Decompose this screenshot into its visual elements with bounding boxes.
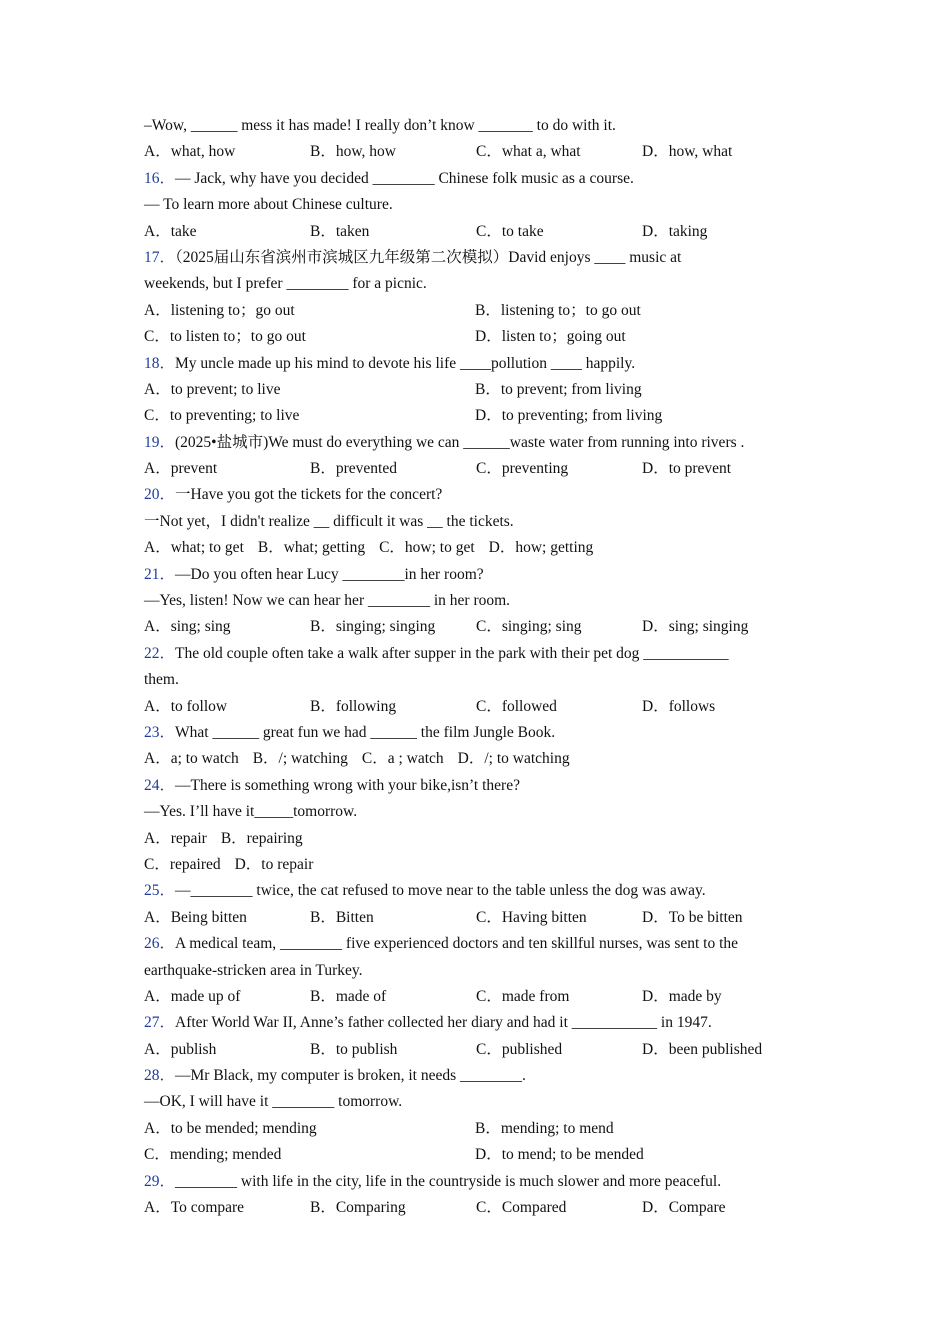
answer-option: C．how; to get xyxy=(379,539,475,557)
options-row xyxy=(144,1142,814,1168)
options-row xyxy=(144,694,814,720)
answer-option: B．Comparing xyxy=(310,1199,406,1217)
question-line xyxy=(144,430,814,456)
answer-option: A．publish xyxy=(144,1040,217,1058)
question-number: 25． xyxy=(144,882,176,900)
question-block xyxy=(144,113,814,166)
answer-option: C．made from xyxy=(476,987,570,1005)
question-block xyxy=(144,878,814,931)
options-row xyxy=(144,298,814,324)
options-row xyxy=(144,219,814,245)
question-line xyxy=(144,482,814,508)
question-text: — Jack, why have you decided ________ Chinese folk music as a course. xyxy=(175,169,634,187)
answer-option: C．a ; watch xyxy=(361,750,444,768)
question-line xyxy=(144,931,814,957)
question-text: My uncle made up his mind to devote his life ____pollution ____ happily. xyxy=(175,354,636,372)
options-row xyxy=(144,456,814,482)
answer-option: B．taken xyxy=(310,222,370,240)
question-text: –Wow, ______ mess it has made! I really don’t know _______ to do with it. xyxy=(144,117,616,134)
question-text: —Do you often hear Lucy ________in her room? xyxy=(175,565,484,583)
question-line xyxy=(144,773,814,799)
question-line xyxy=(144,192,814,218)
answer-option: A．what, how xyxy=(144,143,236,161)
answer-option: B．listening to；to go out xyxy=(475,301,641,319)
answer-option: C．to preventing; to live xyxy=(144,407,300,425)
question-text: —There is something wrong with your bike,isn’t there? xyxy=(175,776,520,794)
options-row xyxy=(144,905,814,931)
options-row xyxy=(144,984,814,1010)
answer-option: D．how; getting xyxy=(488,539,594,557)
question-number: 18． xyxy=(144,354,176,372)
question-line xyxy=(144,641,814,667)
question-line xyxy=(144,271,814,297)
answer-option: B．repairing xyxy=(220,829,303,847)
options-row xyxy=(144,852,814,878)
question-text: —Yes, listen! Now we can hear her ________ in her room. xyxy=(144,592,511,610)
answer-option: B．how, how xyxy=(310,143,396,161)
answer-option: D．follows xyxy=(642,697,716,715)
options-row xyxy=(144,826,814,852)
answer-option: D．to mend; to be mended xyxy=(475,1146,644,1164)
question-block xyxy=(144,773,814,879)
question-number: 26． xyxy=(144,935,176,953)
answer-option: A．what; to get xyxy=(144,539,244,557)
answer-option: B．singing; singing xyxy=(310,618,436,636)
question-block xyxy=(144,562,814,641)
answer-option: A．to be mended; mending xyxy=(144,1119,317,1137)
question-block xyxy=(144,351,814,430)
question-line xyxy=(144,509,814,535)
answer-option: D．sing; singing xyxy=(642,618,749,636)
answer-option: D．taking xyxy=(642,222,708,240)
question-text: —Mr Black, my computer is broken, it needs ________. xyxy=(175,1067,526,1085)
answer-option: C．what a, what xyxy=(476,143,581,161)
answer-option: B．prevented xyxy=(310,460,397,478)
question-number: 16． xyxy=(144,169,176,187)
answer-option: B．what; getting xyxy=(257,539,366,557)
question-line xyxy=(144,958,814,984)
answer-option: D．to prevent xyxy=(642,460,732,478)
answer-option: C．Having bitten xyxy=(476,908,587,926)
question-block xyxy=(144,166,814,245)
answer-option: D．been published xyxy=(642,1040,763,1058)
question-line xyxy=(144,351,814,377)
options-row xyxy=(144,1116,814,1142)
question-block xyxy=(144,1063,814,1169)
answer-option: C．to listen to；to go out xyxy=(144,328,306,346)
question-line xyxy=(144,667,814,693)
question-text: ________ with life in the city, life in the countryside is much slower and more peaceful. xyxy=(175,1172,722,1190)
question-text: 一Have you got the tickets for the concert? xyxy=(175,486,443,504)
question-block xyxy=(144,931,814,1010)
answer-option: A．prevent xyxy=(144,460,218,478)
question-line xyxy=(144,1063,814,1089)
answer-option: D．listen to；going out xyxy=(475,328,626,346)
options-row xyxy=(144,614,814,640)
question-text: 一Not yet，I didn't realize __ difficult it was __ the tickets. xyxy=(144,512,514,530)
exercise-page xyxy=(144,113,814,1221)
answer-option: C．to take xyxy=(476,222,544,240)
options-row xyxy=(144,324,814,350)
answer-option: D．to repair xyxy=(234,855,314,873)
answer-option: B．Bitten xyxy=(310,908,374,926)
answer-option: A．listening to；go out xyxy=(144,301,295,319)
question-number: 24． xyxy=(144,776,176,794)
answer-option: D．Compare xyxy=(642,1199,726,1217)
question-line xyxy=(144,1010,814,1036)
answer-option: A．to follow xyxy=(144,697,228,715)
question-line xyxy=(144,166,814,192)
question-number: 22． xyxy=(144,644,176,662)
answer-option: D．To be bitten xyxy=(642,908,743,926)
options-row xyxy=(144,403,814,429)
options-row xyxy=(144,535,814,561)
question-number: 29． xyxy=(144,1172,176,1190)
options-row xyxy=(144,746,814,772)
question-text: them. xyxy=(144,671,179,689)
answer-option: C．Compared xyxy=(476,1199,567,1217)
question-number: 19． xyxy=(144,433,176,451)
options-row xyxy=(144,1037,814,1063)
question-text: —Yes. I’ll have it_____tomorrow. xyxy=(144,803,358,821)
answer-option: A．sing; sing xyxy=(144,618,231,636)
answer-option: C．preventing xyxy=(476,460,569,478)
answer-option: C．mending; mended xyxy=(144,1146,282,1164)
answer-option: C．singing; sing xyxy=(476,618,582,636)
options-row xyxy=(144,139,814,165)
options-row xyxy=(144,377,814,403)
question-line xyxy=(144,878,814,904)
question-number: 27． xyxy=(144,1014,176,1032)
answer-option: A．To compare xyxy=(144,1199,245,1217)
answer-option: A．to prevent; to live xyxy=(144,380,281,398)
question-number: 23． xyxy=(144,723,176,741)
answer-option: A．Being bitten xyxy=(144,908,247,926)
question-number: 28． xyxy=(144,1067,176,1085)
answer-option: B．made of xyxy=(310,987,387,1005)
answer-option: B．to prevent; from living xyxy=(475,380,642,398)
answer-option: D．made by xyxy=(642,987,722,1005)
question-number: 17． xyxy=(144,248,176,266)
question-block xyxy=(144,720,814,773)
answer-option: B．mending; to mend xyxy=(475,1119,614,1137)
question-text: （2025届山东省滨州市滨城区九年级第二次模拟）David enjoys ____ music at xyxy=(175,248,682,266)
question-block xyxy=(144,1169,814,1222)
question-number: 21． xyxy=(144,565,176,583)
question-line xyxy=(144,113,814,139)
answer-option: A．a; to watch xyxy=(144,750,239,768)
question-number: 20． xyxy=(144,486,176,504)
answer-option: A．take xyxy=(144,222,197,240)
question-line xyxy=(144,562,814,588)
question-text: A medical team, ________ five experienced doctors and ten skillful nurses, was sent to the xyxy=(175,935,739,953)
answer-option: B．to publish xyxy=(310,1040,398,1058)
question-block xyxy=(144,245,814,351)
question-line xyxy=(144,720,814,746)
question-line xyxy=(144,799,814,825)
question-text: —OK, I will have it ________ tomorrow. xyxy=(144,1093,403,1111)
answer-option: B．following xyxy=(310,697,397,715)
question-text: — To learn more about Chinese culture. xyxy=(144,196,393,214)
question-line xyxy=(144,588,814,614)
answer-option: B．/; watching xyxy=(252,750,348,768)
question-line xyxy=(144,1089,814,1115)
question-block xyxy=(144,482,814,561)
answer-option: D．/; to watching xyxy=(457,750,570,768)
question-line xyxy=(144,1169,814,1195)
question-text: (2025•盐城市)We must do everything we can ______waste water from running into rivers . xyxy=(175,433,745,451)
answer-option: A．repair xyxy=(144,829,207,847)
question-text: earthquake-stricken area in Turkey. xyxy=(144,961,363,979)
question-block xyxy=(144,430,814,483)
question-block xyxy=(144,641,814,720)
question-text: weekends, but I prefer ________ for a picnic. xyxy=(144,275,427,293)
question-text: What ______ great fun we had ______ the film Jungle Book. xyxy=(175,723,556,741)
options-row xyxy=(144,1195,814,1221)
answer-option: A．made up of xyxy=(144,987,241,1005)
answer-option: C．followed xyxy=(476,697,557,715)
question-block xyxy=(144,1010,814,1063)
answer-option: C．published xyxy=(476,1040,563,1058)
question-line xyxy=(144,245,814,271)
answer-option: D．to preventing; from living xyxy=(475,407,663,425)
question-text: The old couple often take a walk after supper in the park with their pet dog ___________ xyxy=(175,644,729,662)
question-text: —________ twice, the cat refused to move near to the table unless the dog was away. xyxy=(175,882,706,900)
answer-option: C．repaired xyxy=(144,855,221,873)
answer-option: D．how, what xyxy=(642,143,733,161)
question-text: After World War II, Anne’s father collected her diary and had it ___________ in 1947. xyxy=(175,1014,712,1032)
